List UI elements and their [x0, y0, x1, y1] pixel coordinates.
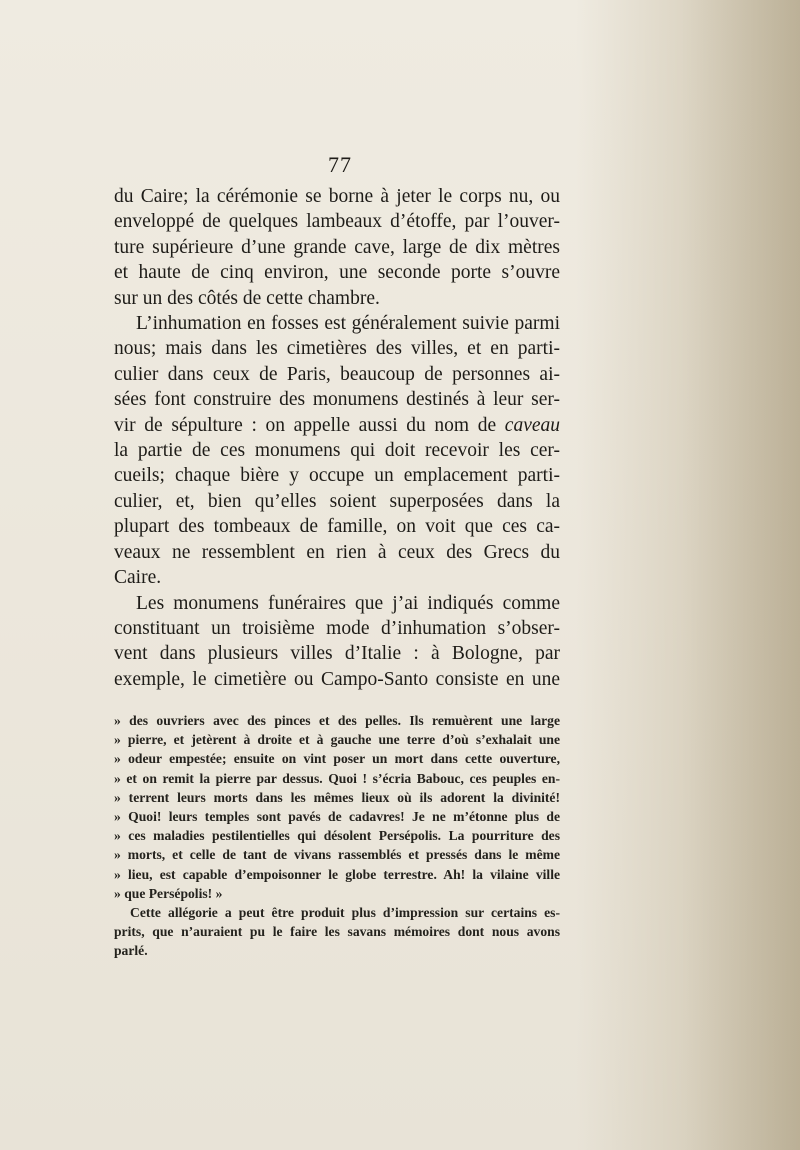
italic-word-caveau: caveau [504, 414, 561, 436]
note-line: » que Persépolis! » [114, 885, 223, 901]
text-line: enveloppé de quelques lambeaux d’étoffe, par l’ouver- [114, 211, 560, 233]
text-line: vir de sépulture : on appelle aussi du nom de [114, 414, 497, 436]
text-line-with-italic [114, 413, 560, 438]
text-line: Caire. [114, 567, 162, 589]
note-line: » et on remit la pierre par dessus. Quoi ! s’écria Babouc, ces peuples en- [114, 770, 560, 786]
text-line: la partie de ces monumens qui doit recevoir les cer- [114, 440, 560, 462]
note-line: parlé. [114, 943, 148, 959]
footnote-text [114, 711, 560, 961]
note-line: » lieu, est capable d’empoisonner le globe terrestre. Ah! la vilaine ville [114, 866, 560, 882]
text-line: constituant un troisième mode d’inhumation s’obser- [114, 617, 560, 639]
note-line: » odeur empestée; ensuite on vint poser un mort dans cette ouverture, [114, 751, 560, 767]
note-line: » terrent leurs morts dans les mêmes lieux où ils adorent la divinité! [114, 789, 560, 805]
note-line: » des ouvriers avec des pinces et des pelles. Ils remuèrent une large [114, 713, 560, 728]
text-line: et haute de cinq environ, une seconde porte s’ouvre [114, 262, 560, 284]
note-line: » ces maladies pestilentielles qui désolent Persépolis. La pourriture des [114, 828, 560, 844]
text-line: vent dans plusieurs villes d’Italie : à Bologne, par [114, 643, 560, 665]
note-line: Cette allégorie a peut être produit plus d’impression sur certains es- [130, 905, 560, 921]
note-line: » Quoi! leurs temples sont pavés de cadavres! Je ne m’étonne plus de [114, 809, 560, 825]
text-line: Les monumens funéraires que j’ai indiqués comme [136, 592, 560, 614]
text-line: culier, et, bien qu’elles soient superposées dans la [114, 490, 560, 512]
text-line: ture supérieure d’une grande cave, large de dix mètres [114, 236, 560, 258]
page-number: 77 [328, 152, 352, 177]
text-line: cueils; chaque bière y occupe un emplacement parti- [114, 465, 560, 487]
text-line: plupart des tombeaux de famille, on voit que ces ca- [114, 516, 560, 538]
text-line: sées font construire des monumens destinés à leur ser- [114, 389, 560, 411]
main-text [114, 184, 560, 692]
page-edge-shadow [680, 0, 800, 1150]
text-line: veaux ne ressemblent en rien à ceux des Grecs du [114, 541, 560, 563]
text-line: exemple, le cimetière ou Campo-Santo consiste en une [114, 668, 560, 690]
text-line: nous; mais dans les cimetières des villes, et en parti- [114, 338, 560, 360]
text-line: L’inhumation en fosses est généralement suivie parmi [136, 313, 560, 335]
text-line: culier dans ceux de Paris, beaucoup de personnes ai- [114, 363, 560, 385]
note-line: » morts, et celle de tant de vivans rassemblés et pressés dans le même [114, 847, 560, 863]
text-line: du Caire; la cérémonie se borne à jeter le corps nu, ou [114, 186, 560, 207]
text-line: sur un des côtés de cette chambre. [114, 287, 380, 309]
note-line: prits, que n’auraient pu le faire les savans mémoires dont nous avons [114, 924, 560, 940]
note-line: » pierre, et jetèrent à droite et à gauche une terre d’où s’exhalait une [114, 732, 560, 748]
